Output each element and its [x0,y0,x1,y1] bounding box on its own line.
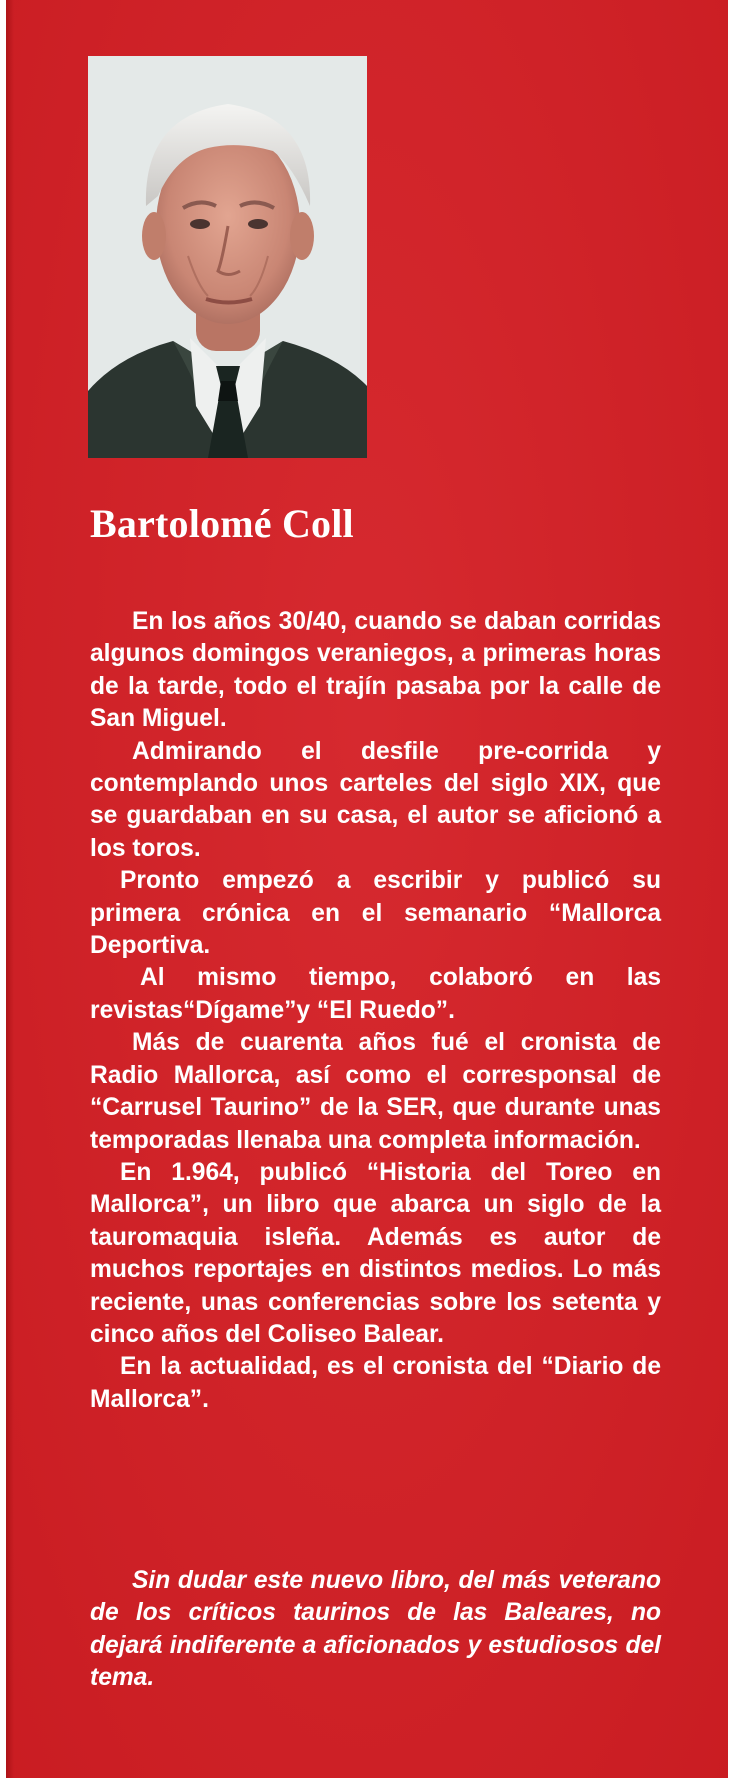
author-portrait [88,56,367,458]
bio-paragraph: Más de cuarenta años fué el cronista de Radio Mallorca, así como el corresponsal de “Carrusel Taurino” de la SER, que durante unas temporadas llenaba una completa información. [90,1029,661,1154]
bio-paragraph: En 1.964, publicó “Historia del Toreo en Mallorca”, un libro que abarca un siglo de la tauromaquia isleña. Además es autor de muchos reportajes en distintos medios. Lo más reciente, unas conferencias sobre los setenta y cinco años del Coliseo Balear. [90,1158,661,1348]
bio-paragraph: En la actualidad, es el cronista del “Diario de Mallorca”. [90,1353,661,1413]
book-flap [6,0,728,1778]
author-biography [90,606,661,1416]
bio-paragraph: En los años 30/40, cuando se daban corridas algunos domingos veraniegos, a primeras horas de la tarde, todo el trajín pasaba por la calle de San Miguel. [90,608,661,733]
bio-paragraph: Admirando el desfile pre-corrida y contemplando unos carteles del siglo XIX, que se guardaban en su casa, el autor se aficionó a los toros. [90,737,661,862]
closing-statement: Sin dudar este nuevo libro, del más veterano de los críticos taurinos de las Baleares, no dejará indiferente a aficionados y estudiosos del tema. [90,1567,661,1692]
bio-paragraph: Al mismo tiempo, colaboró en las revistas“Dígame”y “El Ruedo”. [90,964,661,1024]
bio-paragraph: Pronto empezó a escribir y publicó su primera crónica en el semanario “Mallorca Deportiva. [90,867,661,960]
author-name: Bartolomé Coll [90,501,354,546]
